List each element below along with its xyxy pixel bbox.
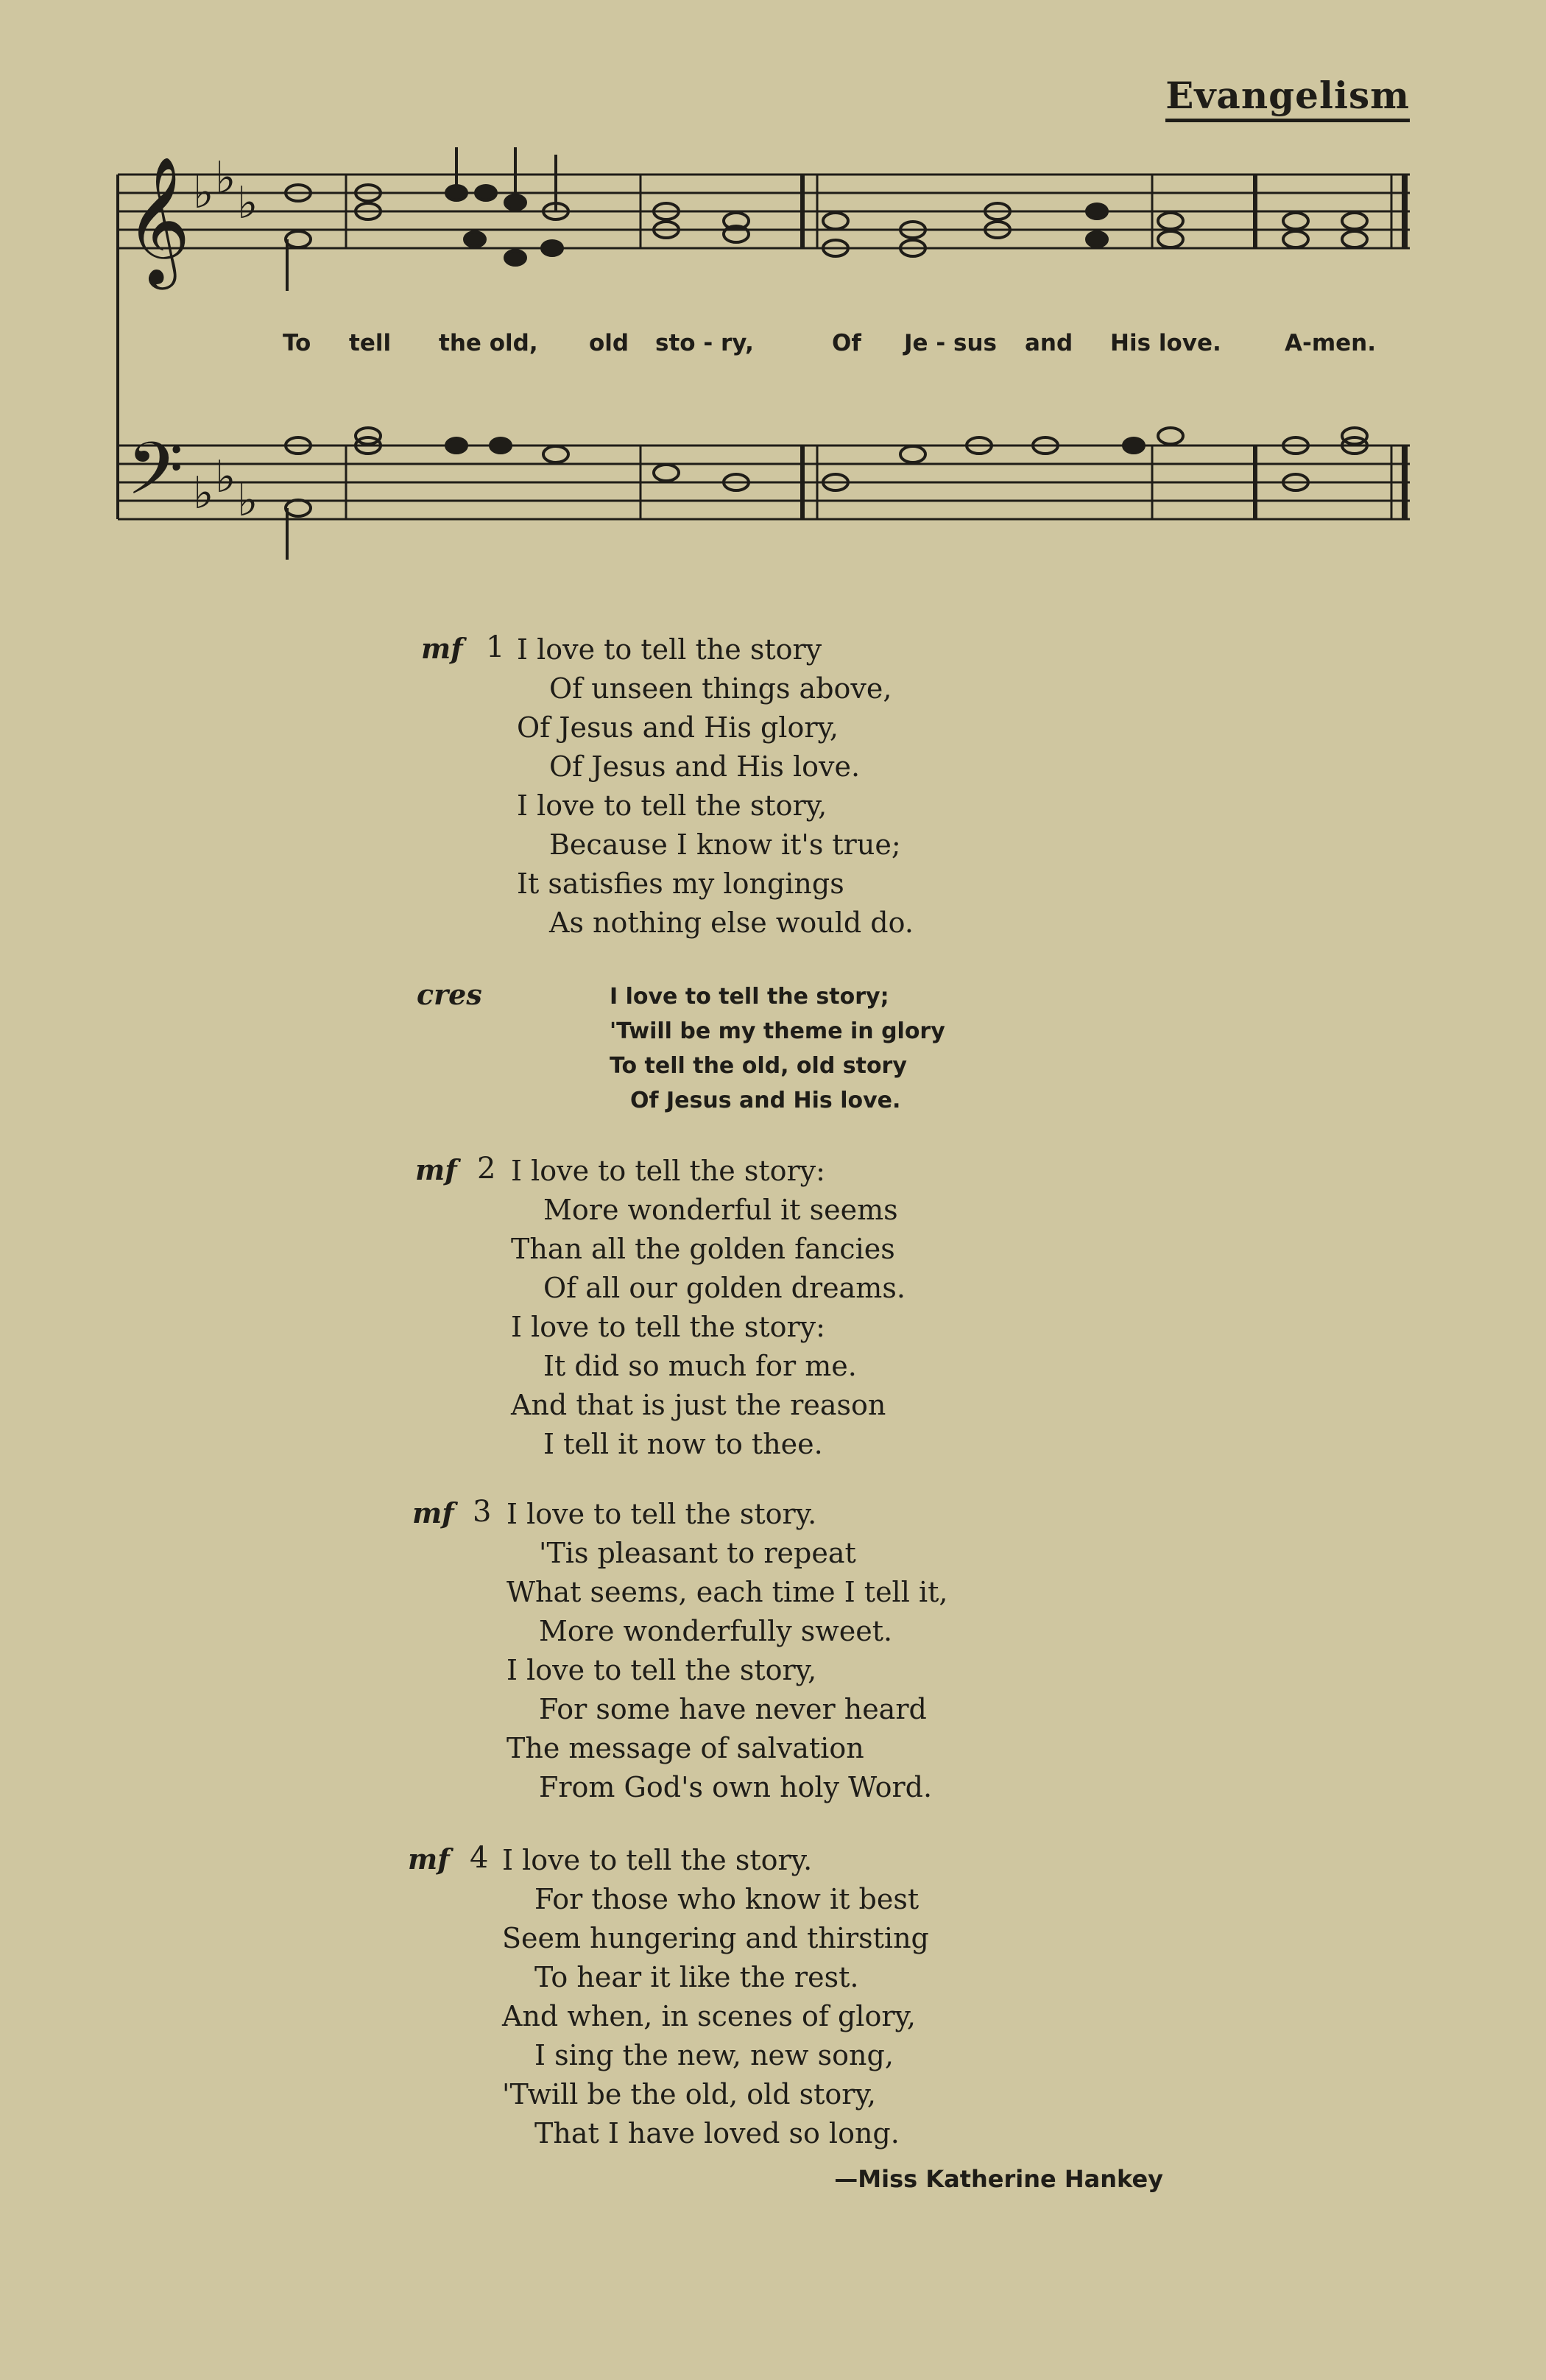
chorus-line: Of Jesus and His love.	[630, 1088, 901, 1113]
dynamic-mark: mf	[415, 1153, 457, 1186]
verse-line: I love to tell the story:	[511, 1155, 825, 1187]
verse-line: Of Jesus and His glory,	[517, 711, 839, 744]
verse-line: As nothing else would do.	[549, 906, 914, 939]
treble-clef-icon: 𝄞	[125, 156, 191, 284]
bass-clef-icon: 𝄢	[127, 427, 184, 529]
verse-line: To hear it like the rest.	[534, 1961, 859, 1993]
svg-text:♭: ♭	[215, 451, 236, 503]
verse-number: 4	[470, 1841, 489, 1875]
verse-line: For those who know it best	[534, 1883, 920, 1915]
verse-line: And that is just the reason	[511, 1389, 886, 1421]
underlay-word: sto - ry,	[655, 330, 754, 356]
chorus-line: I love to tell the story;	[610, 984, 889, 1010]
verse-line: Of Jesus and His love.	[549, 750, 861, 783]
verse-line: More wonderfully sweet.	[539, 1615, 893, 1647]
svg-text:♭: ♭	[193, 468, 214, 519]
svg-text:♭: ♭	[237, 177, 258, 229]
verse-line: I love to tell the story,	[506, 1654, 817, 1686]
verse-line: For some have never heard	[539, 1693, 927, 1725]
underlay-word: tell	[349, 330, 392, 356]
verse-4	[502, 1841, 929, 2153]
dynamic-mark: mf	[421, 632, 463, 665]
verse-number: 1	[486, 630, 505, 664]
underlay-word: To	[283, 330, 311, 356]
verse-line: I love to tell the story:	[511, 1311, 825, 1343]
underlay-word: old	[589, 330, 629, 356]
svg-text:♭: ♭	[215, 152, 236, 204]
verse-line: I sing the new, new song,	[534, 2039, 894, 2071]
verse-line: Than all the golden fancies	[511, 1233, 895, 1265]
underlay-word: the old,	[439, 330, 538, 356]
verse-line: That I have loved so long.	[534, 2117, 900, 2150]
verse-number: 2	[477, 1152, 496, 1186]
verse-line: I love to tell the story.	[506, 1498, 817, 1530]
underlay-word: His love.	[1110, 330, 1221, 356]
underlay-word: Je - sus	[904, 330, 997, 356]
svg-text:♭: ♭	[193, 167, 214, 219]
chorus-line: 'Twill be my theme in glory	[610, 1018, 945, 1044]
svg-text:♭: ♭	[237, 475, 258, 527]
chorus	[610, 979, 945, 1118]
verse-line: 'Tis pleasant to repeat	[539, 1537, 856, 1569]
verse-line: I tell it now to thee.	[543, 1428, 823, 1460]
verse-line: 'Twill be the old, old story,	[502, 2078, 876, 2110]
verse-line: It did so much for me.	[543, 1350, 857, 1382]
music-score	[0, 0, 1546, 589]
underlay-word: A-men.	[1285, 330, 1377, 356]
verse-line: More wonderful it seems	[543, 1194, 898, 1226]
chorus-dynamic: cres	[417, 978, 482, 1011]
verse-1	[517, 630, 914, 943]
verse-line: I love to tell the story,	[517, 789, 827, 822]
verse-line: And when, in scenes of glory,	[502, 2000, 917, 2032]
verse-number: 3	[473, 1495, 492, 1529]
verse-line: What seems, each time I tell it,	[506, 1576, 948, 1608]
section-title: Evangelism	[1165, 74, 1410, 122]
chorus-line: To tell the old, old story	[610, 1053, 907, 1079]
verse-line: I love to tell the story	[517, 633, 822, 666]
verse-line: The message of salvation	[506, 1732, 864, 1764]
underlay-word: Of	[832, 330, 861, 356]
verse-line: From God's own holy Word.	[539, 1771, 933, 1803]
verse-line: Of unseen things above,	[549, 672, 892, 705]
underlay-word: and	[1025, 330, 1073, 356]
dynamic-mark: mf	[412, 1496, 454, 1529]
verse-3	[506, 1495, 947, 1807]
verse-2	[511, 1152, 906, 1464]
verse-line: Seem hungering and thirsting	[502, 1922, 929, 1954]
dynamic-mark: mf	[408, 1842, 450, 1876]
verse-line: It satisfies my longings	[517, 867, 844, 900]
verse-line: Because I know it's true;	[549, 828, 901, 861]
verse-line: Of all our golden dreams.	[543, 1272, 906, 1304]
verse-line: I love to tell the story.	[502, 1844, 813, 1876]
author-attribution: —Miss Katherine Hankey	[834, 2165, 1163, 2193]
